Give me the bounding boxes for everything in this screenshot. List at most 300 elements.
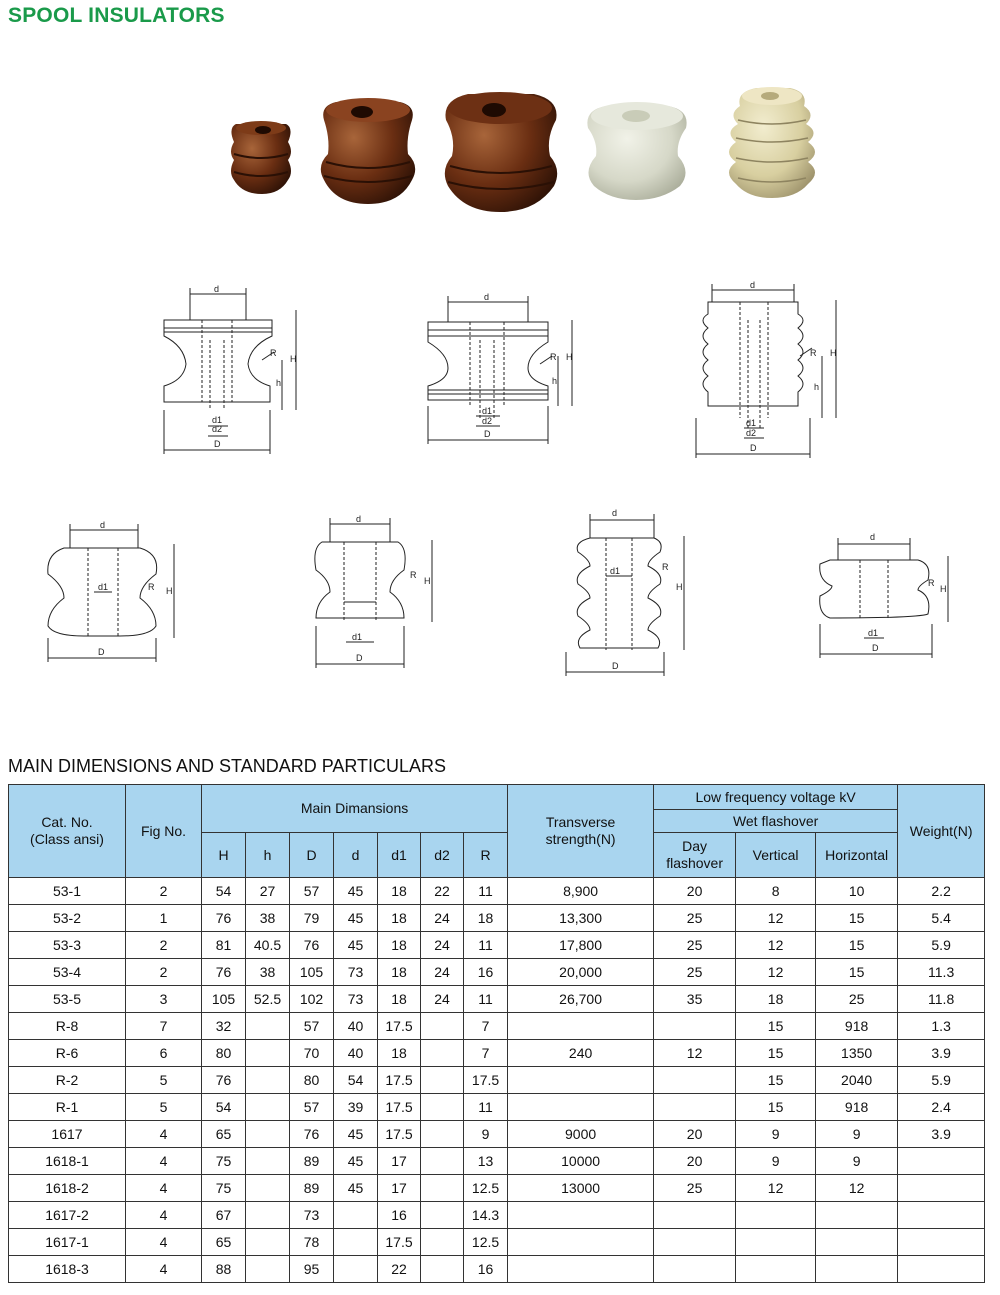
table-cell: 53-1 <box>9 878 126 905</box>
table-cell <box>421 1067 464 1094</box>
table-cell <box>421 1229 464 1256</box>
table-cell <box>334 1202 378 1229</box>
label-R: R <box>550 352 557 362</box>
table-cell: 40.5 <box>246 932 290 959</box>
header-low-frequency: Low frequency voltage kV <box>654 785 898 810</box>
table-cell <box>246 1175 290 1202</box>
label-h: h <box>276 378 282 388</box>
table-cell: 20 <box>654 878 736 905</box>
table-cell: 32 <box>202 1013 246 1040</box>
photo-insulator-3 <box>445 92 557 212</box>
table-row <box>9 1013 985 1040</box>
header-cat-no: Cat. No. (Class ansi) <box>9 785 126 878</box>
table-cell: 70 <box>290 1040 334 1067</box>
label-d1: d1 <box>98 582 109 592</box>
table-cell: 95 <box>290 1256 334 1283</box>
table-cell: 15 <box>736 1040 816 1067</box>
table-cell <box>246 1202 290 1229</box>
table-cell: 54 <box>202 878 246 905</box>
header-dim-d2: d2 <box>421 833 464 878</box>
table-cell: 20 <box>654 1121 736 1148</box>
table-cell: 4 <box>126 1175 202 1202</box>
table-cell: 9 <box>816 1121 898 1148</box>
table-cell: 18 <box>378 986 421 1013</box>
header-dim-d1: d1 <box>378 833 421 878</box>
table-cell: 105 <box>290 959 334 986</box>
table-cell: 67 <box>202 1202 246 1229</box>
table-cell: 1350 <box>816 1040 898 1067</box>
table-cell <box>421 1148 464 1175</box>
table-cell: 12 <box>736 959 816 986</box>
table-cell: 38 <box>246 905 290 932</box>
table-cell: 16 <box>464 959 508 986</box>
table-cell: 54 <box>334 1067 378 1094</box>
table-cell <box>816 1229 898 1256</box>
table-cell: 18 <box>736 986 816 1013</box>
header-horizontal: Horizontal <box>816 833 898 878</box>
table-row <box>9 932 985 959</box>
label-D: D <box>750 443 757 453</box>
table-cell: 9 <box>736 1148 816 1175</box>
table-cell: 1617-2 <box>9 1202 126 1229</box>
table-cell: 25 <box>654 905 736 932</box>
label-d1: d1 <box>482 406 493 416</box>
table-cell: 12 <box>736 1175 816 1202</box>
table-cell <box>421 1256 464 1283</box>
table-cell: 2.2 <box>898 878 985 905</box>
table-row <box>9 1175 985 1202</box>
table-row <box>9 1229 985 1256</box>
table-row <box>9 1121 985 1148</box>
label-d2: d2 <box>212 424 223 434</box>
photo-insulator-4 <box>587 102 686 200</box>
table-cell: 12 <box>654 1040 736 1067</box>
table-cell: 80 <box>290 1067 334 1094</box>
table-body <box>9 878 985 1283</box>
table-cell: 2 <box>126 959 202 986</box>
table-cell <box>246 1040 290 1067</box>
table-cell: 105 <box>202 986 246 1013</box>
table-cell: 24 <box>421 986 464 1013</box>
table-cell: 40 <box>334 1040 378 1067</box>
table-cell <box>736 1202 816 1229</box>
drawing-fig-5 <box>315 518 432 668</box>
label-h: h <box>814 382 820 392</box>
table-cell: 102 <box>290 986 334 1013</box>
table-row <box>9 1094 985 1121</box>
table-cell: 45 <box>334 1175 378 1202</box>
table-cell: 76 <box>202 959 246 986</box>
table-cell: R-2 <box>9 1067 126 1094</box>
table-cell: 2 <box>126 878 202 905</box>
table-cell: 5.4 <box>898 905 985 932</box>
table-cell: 11 <box>464 1094 508 1121</box>
table-cell: 18 <box>378 878 421 905</box>
header-dim-R: R <box>464 833 508 878</box>
table-cell: 17.5 <box>378 1013 421 1040</box>
table-cell: 25 <box>654 1175 736 1202</box>
table-cell: 1.3 <box>898 1013 985 1040</box>
header-wet-flashover: Wet flashover <box>654 810 898 833</box>
header-dim-h: h <box>246 833 290 878</box>
page-title: SPOOL INSULATORS <box>8 4 225 27</box>
table-cell: 1 <box>126 905 202 932</box>
table-cell: 78 <box>290 1229 334 1256</box>
table-cell: 7 <box>464 1040 508 1067</box>
table-cell: 9 <box>736 1121 816 1148</box>
table-cell: 17 <box>378 1148 421 1175</box>
table-cell: 9 <box>464 1121 508 1148</box>
table-cell: 15 <box>736 1067 816 1094</box>
table-cell: 20 <box>654 1148 736 1175</box>
table-cell: R-1 <box>9 1094 126 1121</box>
table-cell: 25 <box>654 932 736 959</box>
drawing-fig-4 <box>48 524 174 662</box>
table-row <box>9 878 985 905</box>
table-cell: 12.5 <box>464 1175 508 1202</box>
table-cell: 76 <box>202 1067 246 1094</box>
drawing-fig-3 <box>696 284 836 458</box>
table-cell: 11.8 <box>898 986 985 1013</box>
table-cell: 76 <box>202 905 246 932</box>
table-cell: 53-4 <box>9 959 126 986</box>
table-cell: R-6 <box>9 1040 126 1067</box>
table-cell <box>246 1013 290 1040</box>
label-R: R <box>410 570 417 580</box>
dimensions-table <box>8 784 985 1283</box>
table-cell <box>421 1013 464 1040</box>
product-photos <box>0 80 1000 220</box>
table-cell <box>898 1175 985 1202</box>
table-cell: 6 <box>126 1040 202 1067</box>
table-cell <box>508 1094 654 1121</box>
table-cell: 75 <box>202 1175 246 1202</box>
label-D: D <box>214 439 221 449</box>
table-cell <box>508 1202 654 1229</box>
table-cell: 17 <box>378 1175 421 1202</box>
table-cell: 76 <box>290 932 334 959</box>
label-d: d <box>214 284 220 294</box>
table-cell <box>246 1094 290 1121</box>
table-cell: 45 <box>334 878 378 905</box>
table-cell: 89 <box>290 1175 334 1202</box>
table-cell <box>898 1148 985 1175</box>
photo-insulator-5 <box>729 87 815 198</box>
table-cell: 4 <box>126 1256 202 1283</box>
table-cell: 45 <box>334 905 378 932</box>
table-cell <box>508 1256 654 1283</box>
technical-drawings <box>0 280 1000 700</box>
table-cell: 13000 <box>508 1175 654 1202</box>
table-cell <box>654 1013 736 1040</box>
table-cell: 18 <box>378 1040 421 1067</box>
table-cell: 1618-3 <box>9 1256 126 1283</box>
table-cell: 8 <box>736 878 816 905</box>
table-cell <box>508 1067 654 1094</box>
table-cell: 39 <box>334 1094 378 1121</box>
table-cell: 5.9 <box>898 1067 985 1094</box>
table-cell: 88 <box>202 1256 246 1283</box>
table-cell: 4 <box>126 1229 202 1256</box>
label-h: h <box>552 376 558 386</box>
label-H: H <box>566 352 573 362</box>
table-cell: 14.3 <box>464 1202 508 1229</box>
table-cell: 15 <box>736 1013 816 1040</box>
table-cell: 38 <box>246 959 290 986</box>
drawing-fig-6 <box>566 514 684 676</box>
table-cell: 35 <box>654 986 736 1013</box>
table-cell: 12 <box>816 1175 898 1202</box>
label-H: H <box>940 584 947 594</box>
table-row <box>9 1040 985 1067</box>
table-cell: 17.5 <box>378 1229 421 1256</box>
table-row <box>9 959 985 986</box>
table-cell: 4 <box>126 1121 202 1148</box>
table-cell: 12 <box>736 905 816 932</box>
table-cell <box>816 1256 898 1283</box>
drawing-fig-7 <box>820 538 948 658</box>
label-d: d <box>870 532 876 542</box>
table-cell: 4 <box>126 1202 202 1229</box>
table-cell: 918 <box>816 1094 898 1121</box>
table-cell: 73 <box>334 986 378 1013</box>
table-cell: 40 <box>334 1013 378 1040</box>
label-D: D <box>872 643 879 653</box>
table-cell: 15 <box>816 932 898 959</box>
header-weight: Weight(N) <box>898 785 985 878</box>
label-R: R <box>662 562 669 572</box>
table-cell: 73 <box>290 1202 334 1229</box>
table-cell: 15 <box>816 905 898 932</box>
table-cell: 11.3 <box>898 959 985 986</box>
photo-insulator-2 <box>321 98 415 204</box>
table-header <box>9 785 985 878</box>
table-cell: 10 <box>816 878 898 905</box>
header-transverse: Transverse strength(N) <box>508 785 654 878</box>
table-cell <box>246 1121 290 1148</box>
table-cell: 20,000 <box>508 959 654 986</box>
table-cell: 1617 <box>9 1121 126 1148</box>
label-d1: d1 <box>868 628 879 638</box>
label-H: H <box>676 582 683 592</box>
table-cell: 17.5 <box>378 1094 421 1121</box>
table-cell: 918 <box>816 1013 898 1040</box>
table-cell <box>898 1229 985 1256</box>
table-cell: 18 <box>464 905 508 932</box>
table-cell: 73 <box>334 959 378 986</box>
table-cell: 12.5 <box>464 1229 508 1256</box>
table-cell <box>898 1202 985 1229</box>
label-D: D <box>612 661 619 671</box>
table-cell: 15 <box>816 959 898 986</box>
table-cell: 53-5 <box>9 986 126 1013</box>
label-d2: d2 <box>482 416 493 426</box>
table-cell <box>334 1256 378 1283</box>
table-cell <box>654 1202 736 1229</box>
table-cell: 13,300 <box>508 905 654 932</box>
table-row <box>9 1148 985 1175</box>
header-main-dimensions: Main Dimansions <box>202 785 508 833</box>
label-d1: d1 <box>746 418 757 428</box>
table-cell: 1618-1 <box>9 1148 126 1175</box>
table-cell: 240 <box>508 1040 654 1067</box>
table-cell: 5 <box>126 1094 202 1121</box>
header-dim-D: D <box>290 833 334 878</box>
label-d2: d2 <box>746 428 757 438</box>
table-cell: 53-3 <box>9 932 126 959</box>
label-H: H <box>290 354 297 364</box>
table-cell: R-8 <box>9 1013 126 1040</box>
table-cell <box>654 1094 736 1121</box>
header-dim-d: d <box>334 833 378 878</box>
label-d: d <box>100 520 106 530</box>
label-d: d <box>612 508 618 518</box>
table-cell: 3 <box>126 986 202 1013</box>
table-cell: 15 <box>736 1094 816 1121</box>
label-R: R <box>928 578 935 588</box>
table-cell: 57 <box>290 1013 334 1040</box>
table-cell: 9000 <box>508 1121 654 1148</box>
table-cell: 22 <box>421 878 464 905</box>
table-cell: 27 <box>246 878 290 905</box>
table-cell: 16 <box>378 1202 421 1229</box>
table-cell: 22 <box>378 1256 421 1283</box>
table-cell: 17.5 <box>378 1067 421 1094</box>
table-cell: 3.9 <box>898 1121 985 1148</box>
table-cell: 10000 <box>508 1148 654 1175</box>
table-cell: 52.5 <box>246 986 290 1013</box>
label-d: d <box>484 292 490 302</box>
label-R: R <box>270 348 277 358</box>
table-cell: 11 <box>464 878 508 905</box>
table-cell: 1618-2 <box>9 1175 126 1202</box>
table-cell <box>654 1067 736 1094</box>
table-cell: 24 <box>421 905 464 932</box>
table-cell: 45 <box>334 1148 378 1175</box>
table-row <box>9 1067 985 1094</box>
table-cell <box>898 1256 985 1283</box>
table-cell: 17.5 <box>464 1067 508 1094</box>
table-cell: 45 <box>334 1121 378 1148</box>
table-row <box>9 1256 985 1283</box>
table-cell <box>421 1175 464 1202</box>
table-cell: 8,900 <box>508 878 654 905</box>
label-R: R <box>810 348 817 358</box>
table-cell <box>246 1148 290 1175</box>
table-cell: 65 <box>202 1121 246 1148</box>
table-cell: 25 <box>816 986 898 1013</box>
label-d: d <box>356 514 362 524</box>
table-cell: 57 <box>290 1094 334 1121</box>
table-cell: 12 <box>736 932 816 959</box>
table-cell: 25 <box>654 959 736 986</box>
table-cell <box>246 1229 290 1256</box>
table-cell <box>816 1202 898 1229</box>
table-cell: 17,800 <box>508 932 654 959</box>
table-cell: 53-2 <box>9 905 126 932</box>
table-cell <box>736 1256 816 1283</box>
table-cell: 54 <box>202 1094 246 1121</box>
table-cell: 81 <box>202 932 246 959</box>
table-cell: 18 <box>378 905 421 932</box>
table-cell: 79 <box>290 905 334 932</box>
table-cell: 24 <box>421 932 464 959</box>
table-cell: 5.9 <box>898 932 985 959</box>
table-cell: 18 <box>378 959 421 986</box>
label-D: D <box>356 653 363 663</box>
label-D: D <box>98 647 105 657</box>
table-cell <box>654 1256 736 1283</box>
table-cell: 2.4 <box>898 1094 985 1121</box>
table-cell: 45 <box>334 932 378 959</box>
table-cell: 5 <box>126 1067 202 1094</box>
label-H: H <box>830 348 837 358</box>
label-R: R <box>148 582 155 592</box>
drawing-fig-1 <box>164 288 296 454</box>
table-row <box>9 986 985 1013</box>
table-cell: 3.9 <box>898 1040 985 1067</box>
label-d1: d1 <box>212 415 223 425</box>
table-cell <box>508 1229 654 1256</box>
table-cell: 65 <box>202 1229 246 1256</box>
table-cell: 9 <box>816 1148 898 1175</box>
table-cell: 89 <box>290 1148 334 1175</box>
label-d: d <box>750 280 756 290</box>
label-D: D <box>484 429 491 439</box>
table-cell <box>334 1229 378 1256</box>
table-cell: 7 <box>126 1013 202 1040</box>
photo-insulator-1 <box>231 121 291 194</box>
table-cell <box>421 1121 464 1148</box>
table-cell: 1617-1 <box>9 1229 126 1256</box>
table-cell <box>508 1013 654 1040</box>
table-cell: 13 <box>464 1148 508 1175</box>
header-day-flashover: Day flashover <box>654 833 736 878</box>
label-H: H <box>424 576 431 586</box>
table-cell: 26,700 <box>508 986 654 1013</box>
header-fig-no: Fig No. <box>126 785 202 878</box>
table-cell: 7 <box>464 1013 508 1040</box>
table-cell: 80 <box>202 1040 246 1067</box>
label-d1: d1 <box>610 566 621 576</box>
table-cell: 11 <box>464 986 508 1013</box>
label-H: H <box>166 586 173 596</box>
table-cell <box>736 1229 816 1256</box>
table-cell: 4 <box>126 1148 202 1175</box>
table-cell: 57 <box>290 878 334 905</box>
table-cell: 16 <box>464 1256 508 1283</box>
label-d1: d1 <box>352 632 363 642</box>
table-row <box>9 905 985 932</box>
table-cell <box>421 1202 464 1229</box>
table-cell: 11 <box>464 932 508 959</box>
table-cell: 76 <box>290 1121 334 1148</box>
table-cell <box>421 1040 464 1067</box>
table-cell: 24 <box>421 959 464 986</box>
table-cell <box>654 1229 736 1256</box>
table-cell: 2040 <box>816 1067 898 1094</box>
section-subtitle: MAIN DIMENSIONS AND STANDARD PARTICULARS <box>8 756 447 776</box>
drawing-fig-2 <box>428 296 572 444</box>
table-row <box>9 1202 985 1229</box>
table-cell: 18 <box>378 932 421 959</box>
header-dim-H: H <box>202 833 246 878</box>
table-cell: 75 <box>202 1148 246 1175</box>
table-cell <box>246 1067 290 1094</box>
table-cell: 2 <box>126 932 202 959</box>
table-cell <box>421 1094 464 1121</box>
header-vertical: Vertical <box>736 833 816 878</box>
